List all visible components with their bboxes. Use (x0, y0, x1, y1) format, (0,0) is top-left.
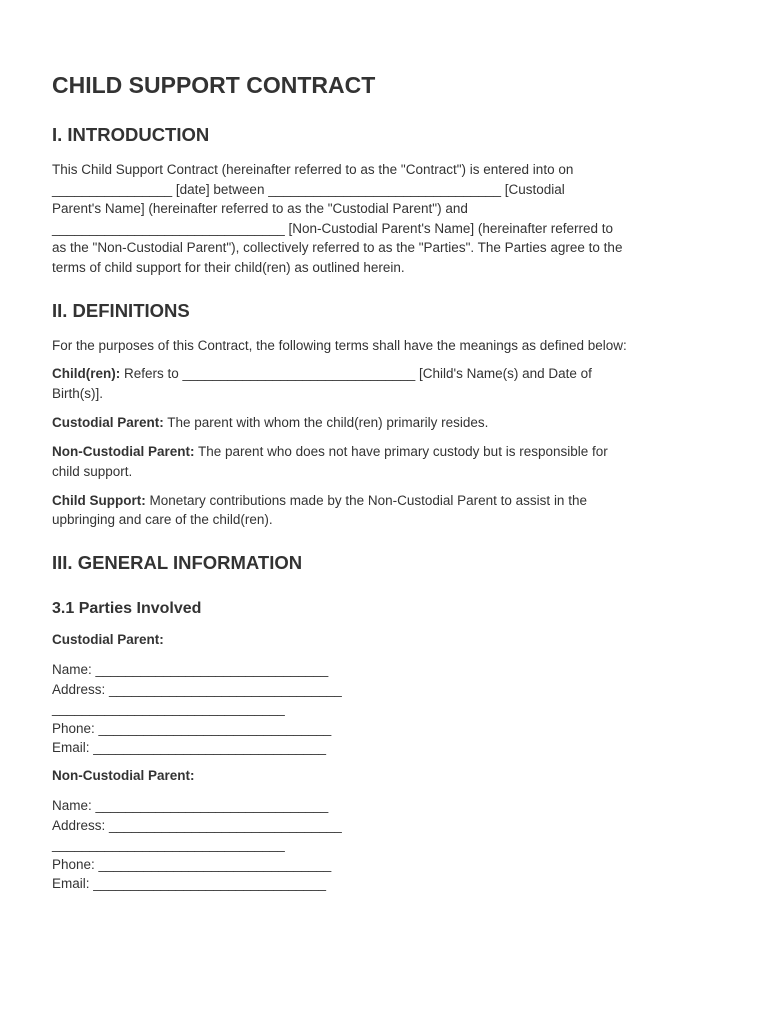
definition-child-support (52, 491, 587, 511)
definition-children-text: Refers to _______________________________ [Child's Name(s) and Date of (120, 366, 592, 381)
definition-noncustodial-text: The parent who does not have primary custody but is responsible for (194, 444, 608, 459)
definitions-lead: For the purposes of this Contract, the following terms shall have the meanings as defined below: (52, 338, 627, 353)
document-title: CHILD SUPPORT CONTRACT (52, 72, 376, 98)
noncustodial-email-field: Email: _______________________________ (52, 876, 327, 891)
custodial-address-field: Address: _______________________________ (52, 681, 342, 697)
intro-line-3: Parent's Name] (hereinafter referred to as the "Custodial Parent") and (52, 201, 468, 216)
definition-support-cont: upbringing and care of the child(ren). (52, 512, 273, 527)
intro-line-1: This Child Support Contract (hereinafter referred to as the "Contract") is entered into on (52, 162, 574, 177)
section-general-heading: III. GENERAL INFORMATION (52, 552, 303, 573)
custodial-name-field: Name: _______________________________ (52, 662, 329, 677)
definition-support-term: Child Support: (52, 492, 146, 508)
definition-custodial-text: The parent with whom the child(ren) primarily resides. (163, 415, 489, 430)
noncustodial-parent-label: Non-Custodial Parent: (52, 768, 195, 783)
definition-children (52, 364, 592, 384)
custodial-phone-field: Phone: _______________________________ (52, 720, 332, 736)
noncustodial-address-cont-field: _______________________________ (52, 837, 285, 852)
intro-line-6: terms of child support for their child(ren) as outlined herein. (52, 259, 405, 275)
noncustodial-address-field: Address: _______________________________ (52, 817, 342, 833)
intro-line-4: _______________________________ [Non-Custodial Parent's Name] (hereinafter referred to (52, 220, 613, 236)
parties-involved-heading: 3.1 Parties Involved (52, 600, 202, 617)
definition-custodial-parent (52, 413, 488, 433)
definition-noncustodial-term: Non-Custodial Parent: (52, 444, 195, 459)
intro-line-2: ________________ [date] between _______________________________ [Custodial (52, 181, 565, 197)
definition-noncustodial-parent (52, 442, 608, 462)
custodial-parent-label: Custodial Parent: (52, 632, 164, 647)
definition-children-cont: Birth(s)]. (52, 385, 104, 401)
custodial-email-field: Email: _______________________________ (52, 740, 327, 755)
section-definitions-heading: II. DEFINITIONS (52, 300, 190, 321)
section-introduction-heading: I. INTRODUCTION (52, 124, 210, 145)
definition-support-text: Monetary contributions made by the Non-Custodial Parent to assist in the (145, 492, 587, 508)
noncustodial-name-field: Name: _______________________________ (52, 798, 329, 813)
definition-children-term: Child(ren): (52, 366, 121, 381)
intro-line-5: as the "Non-Custodial Parent"), collectively referred to as the "Parties". The Parties agree to the (52, 240, 623, 255)
noncustodial-phone-field: Phone: _______________________________ (52, 856, 332, 872)
custodial-address-cont-field: _______________________________ (52, 701, 285, 716)
definition-noncustodial-cont: child support. (52, 463, 133, 479)
definition-custodial-term: Custodial Parent: (52, 415, 164, 430)
